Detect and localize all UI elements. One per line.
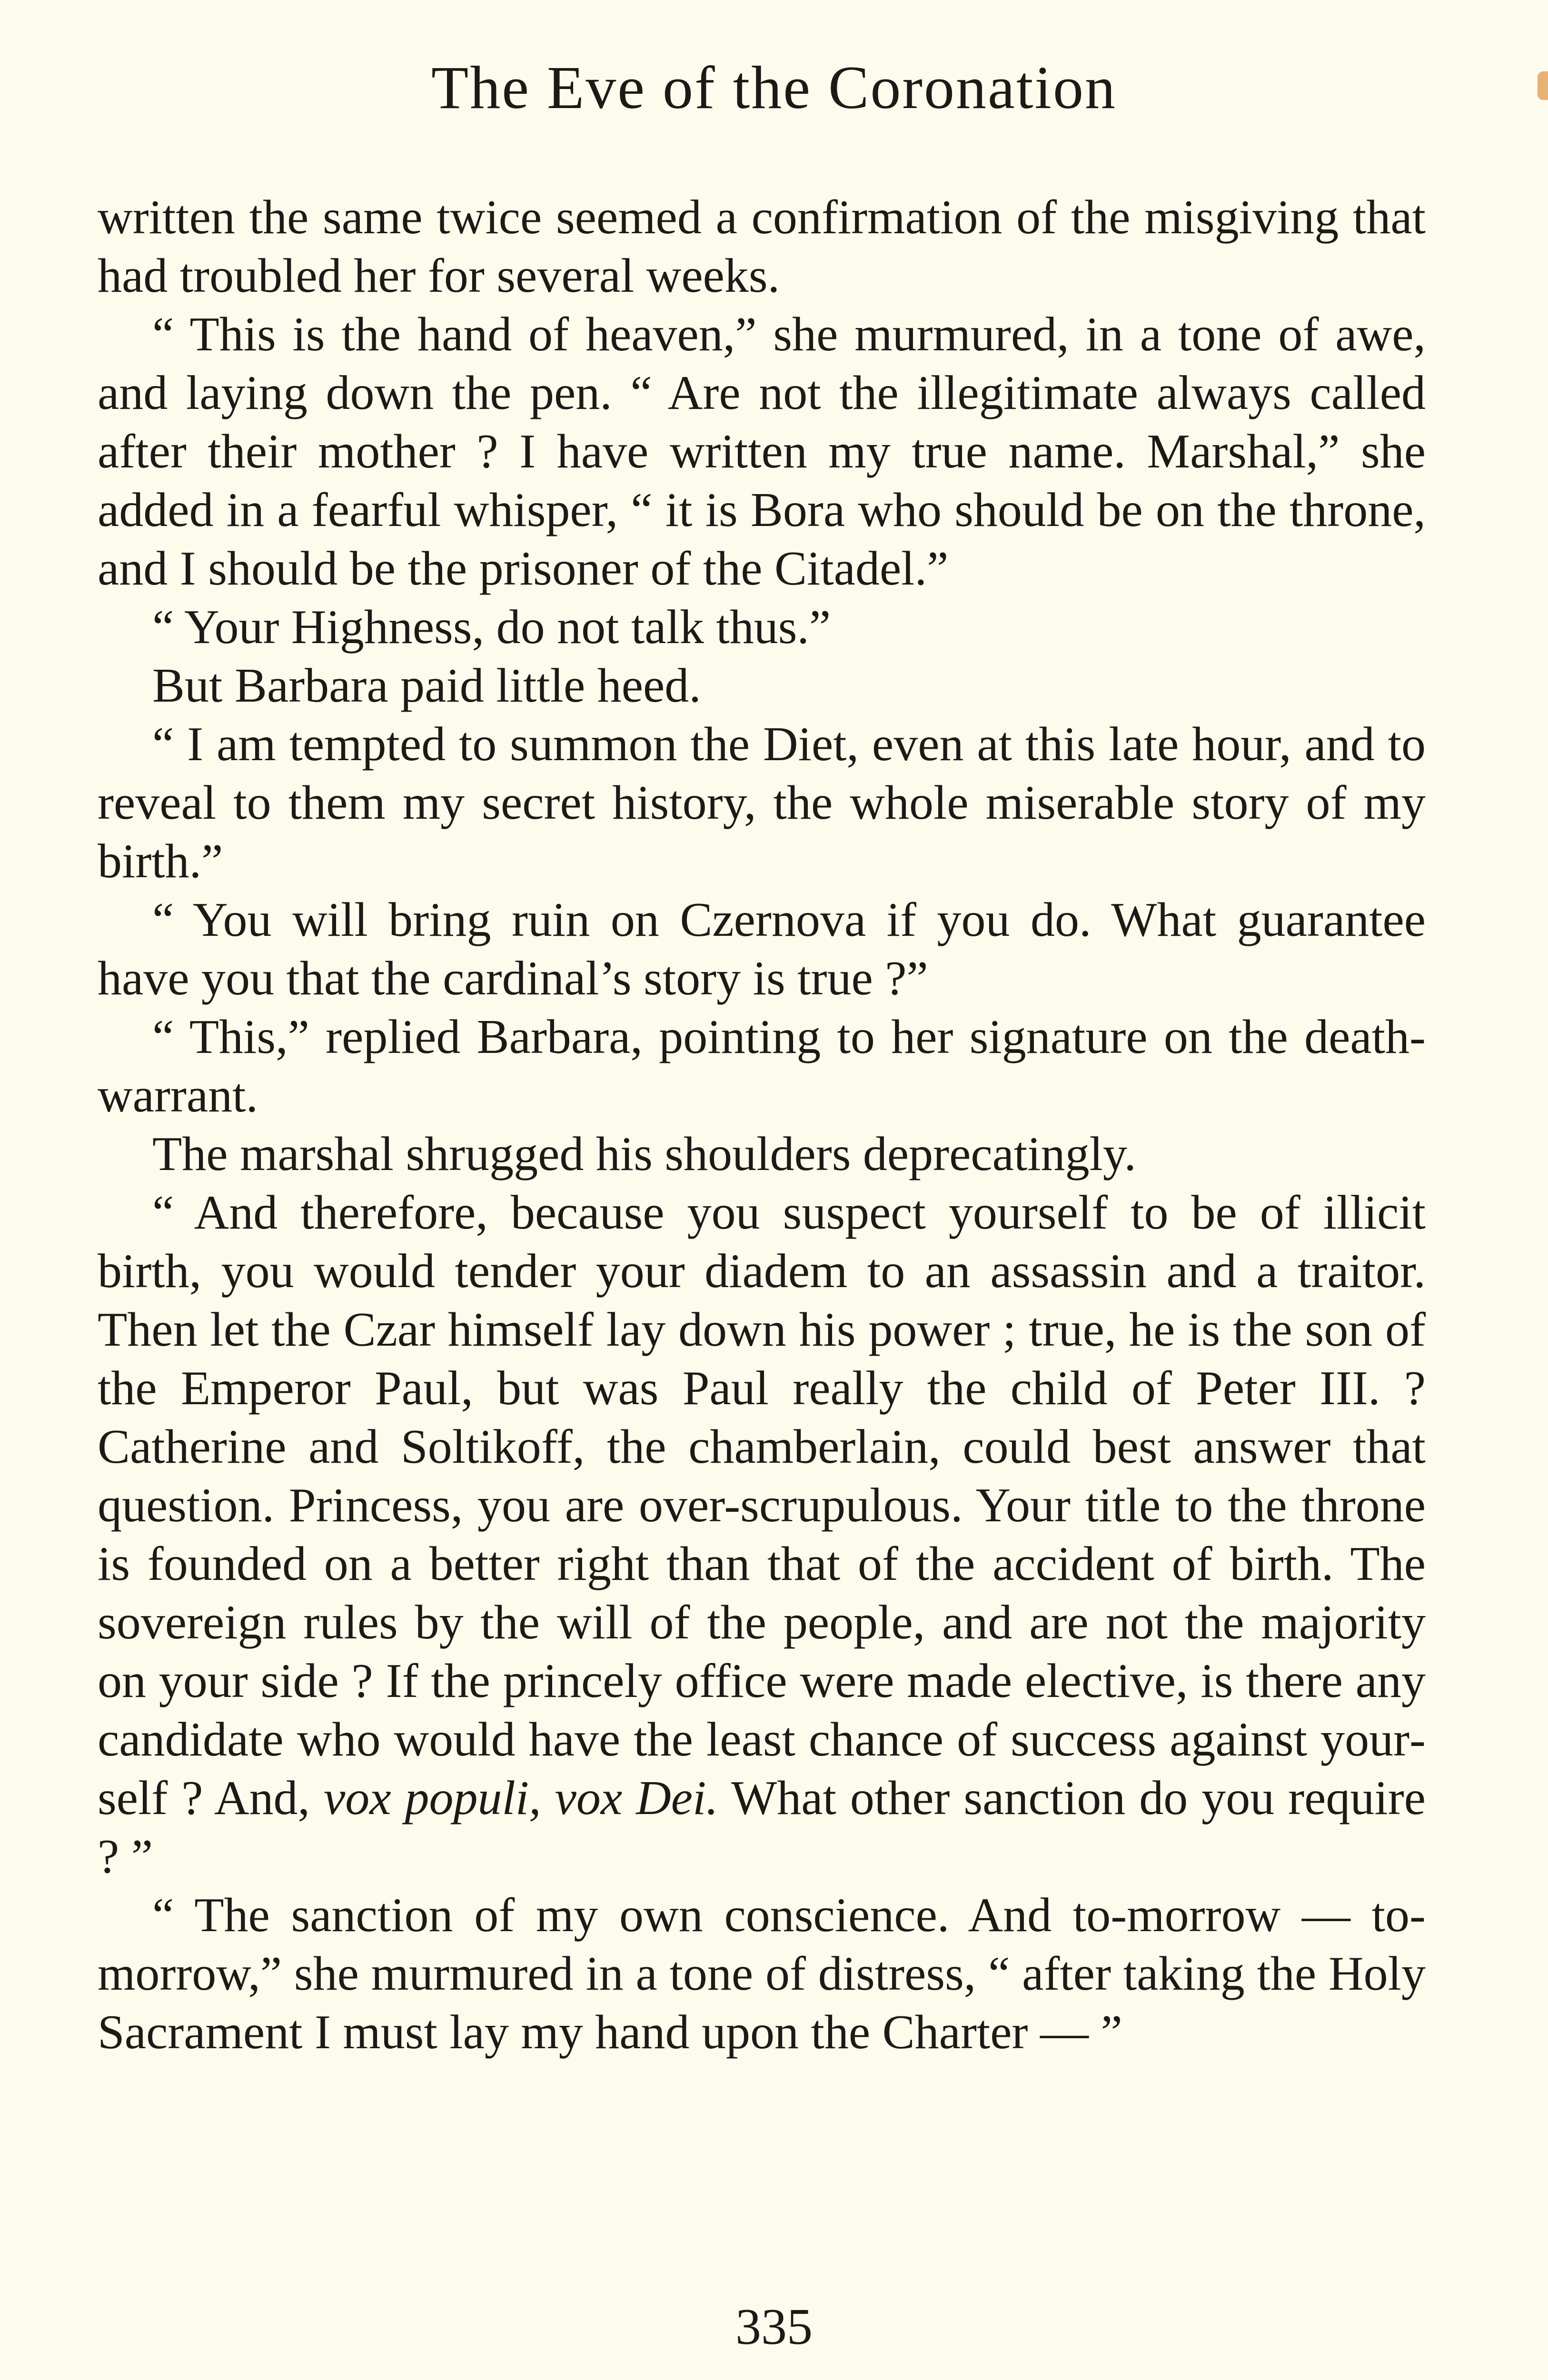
paragraph: But Barbara paid little heed.	[152, 659, 701, 713]
paragraph: “ You will bring ruin on Czernova if you do. What guarantee have you that the cardinal’s story is true ?”	[98, 893, 1426, 1005]
body-text	[98, 188, 1426, 2062]
latin-phrase: vox populi, vox Dei.	[323, 1771, 718, 1825]
paragraph	[98, 1183, 1426, 1886]
paragraph-text: “ And therefore, because you suspect yourself to be of illicit birth, you would tender your diadem to an assassin and a traitor. Then let the Czar himself lay down his power ; true, he is the son of the Emperor Paul, but was Paul really the child of Peter III. ? Catherine and Soltikoff, the chamberlain, could best answer that question. Princess, you are over-scrupulous. Your title to the throne is founded on a better right than that of the accident of birth. The sovereign rules by the will of the people, and are not the majority on your side ? If the princely office were made elective, is there any candidate who would have the least chance of success against yourself ? And,	[98, 1186, 1426, 1825]
paragraph-tail: What other sanction do you require ? ”	[98, 1771, 1426, 1884]
paragraph: “ Your Highness, do not talk thus.”	[152, 600, 831, 654]
paragraph: The marshal shrugged his shoulders deprecatingly.	[152, 1127, 1136, 1181]
paragraph: “ The sanction of my own conscience. And to-morrow — to-morrow,” she murmured in a tone of distress, “ after taking the Holy Sacrament I must lay my hand upon the Charter — ”	[98, 1888, 1426, 2059]
paragraph: written the same twice seemed a confirmation of the misgiving that had troubled her for several weeks.	[98, 190, 1426, 303]
running-head: The Eve of the Coronation	[431, 54, 1117, 121]
page-number: 335	[735, 2299, 813, 2355]
paragraph: “ I am tempted to summon the Diet, even at this late hour, and to reveal to them my secret history, the whole miserable story of my birth.”	[98, 717, 1426, 888]
paragraph: “ This,” replied Barbara, pointing to her signature on the death-warrant.	[98, 1010, 1426, 1122]
paragraph: “ This is the hand of heaven,” she murmured, in a tone of awe, and laying down the pen. “ Are not the illegitimate always called after their mother ? I have written my true name. Marshal,” she added in a fearful whisper, “ it is Bora who should be on the throne, and I should be the prisoner of the Citadel.”	[98, 307, 1426, 595]
